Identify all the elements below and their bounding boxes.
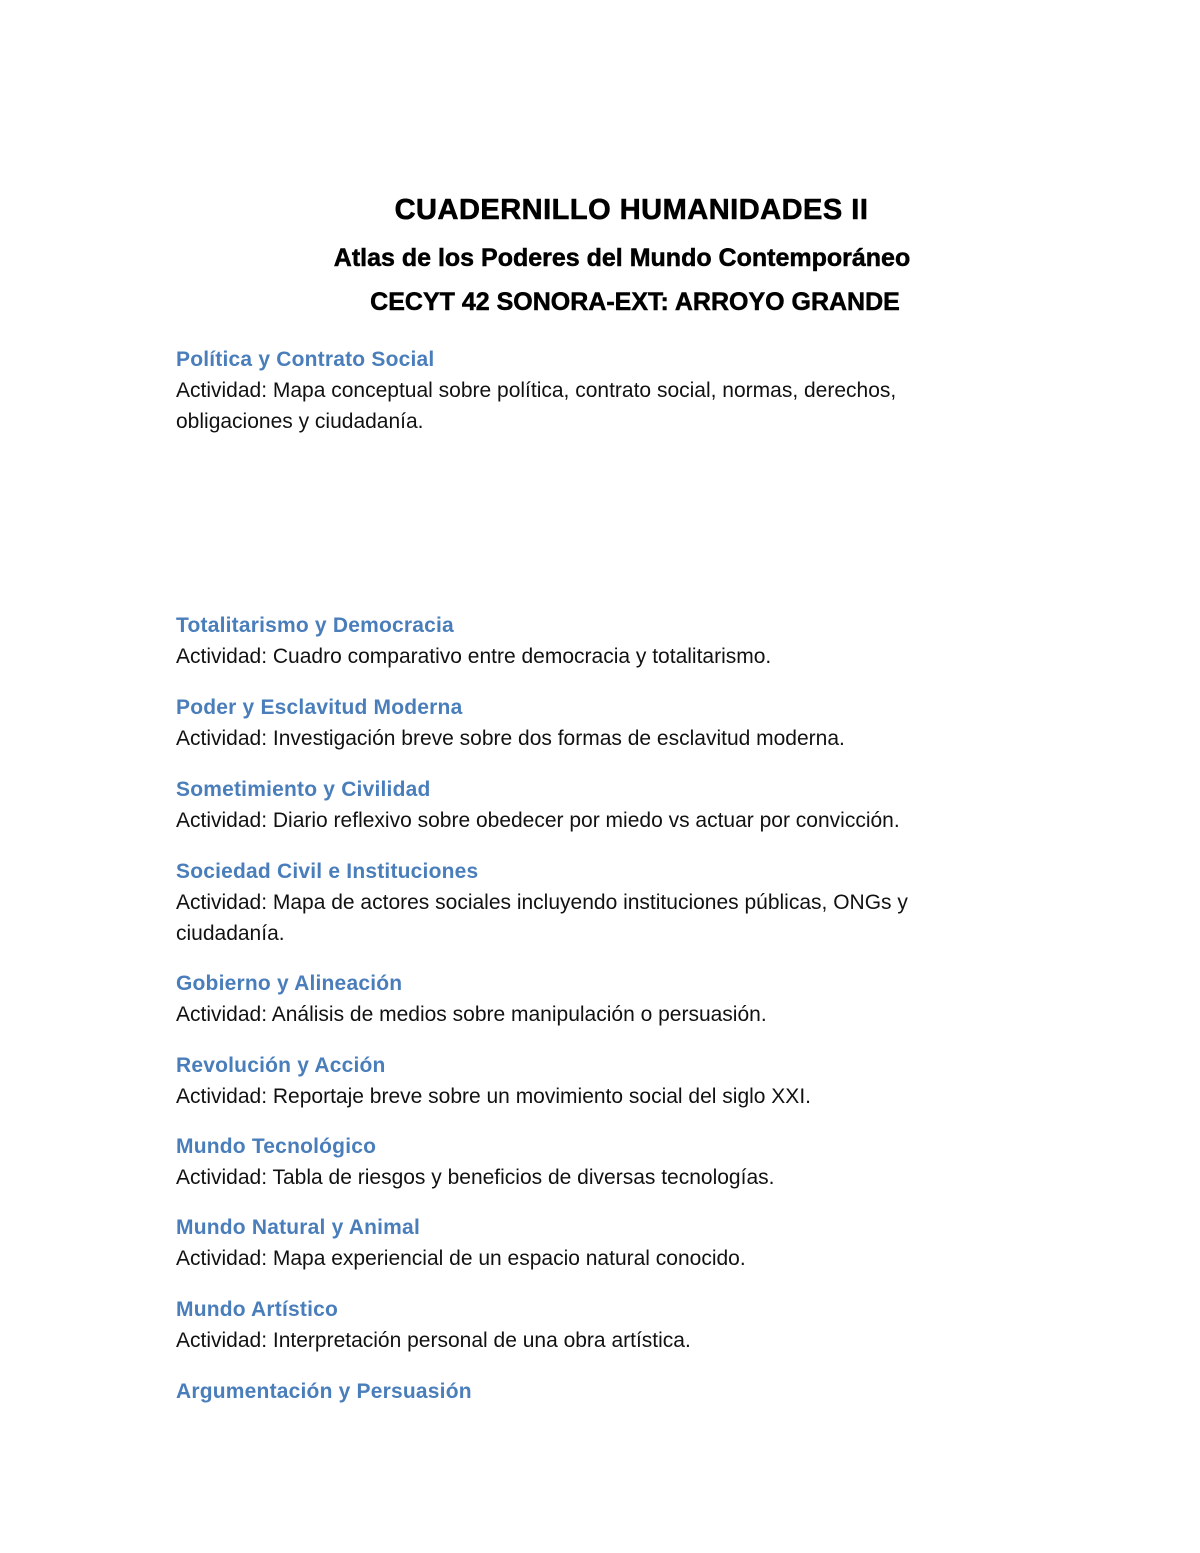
section-title: Gobierno y Alineación — [176, 972, 403, 995]
section-activity: Actividad: Tabla de riesgos y beneficios de diversas tecnologías. — [176, 1166, 775, 1189]
section-artistico — [176, 1294, 1016, 1356]
section-title: Revolución y Acción — [176, 1054, 386, 1077]
section-title: Argumentación y Persuasión — [176, 1380, 472, 1403]
section-totalitarismo — [176, 610, 1016, 672]
section-activity: Actividad: Investigación breve sobre dos formas de esclavitud moderna. — [176, 727, 845, 750]
section-title: Mundo Natural y Animal — [176, 1216, 420, 1239]
section-title: Sometimiento y Civilidad — [176, 778, 431, 801]
section-activity: Actividad: Mapa experiencial de un espacio natural conocido. — [176, 1247, 746, 1270]
section-title: Poder y Esclavitud Moderna — [176, 696, 463, 719]
school-name: CECYT 42 SONORA-EXT: ARROYO GRANDE — [370, 288, 900, 316]
section-title: Mundo Artístico — [176, 1298, 339, 1321]
section-esclavitud — [176, 692, 1016, 754]
section-activity: Actividad: Reportaje breve sobre un movimiento social del siglo XXI. — [176, 1085, 811, 1108]
section-sometimiento — [176, 774, 1016, 836]
document-title: CUADERNILLO HUMANIDADES II — [394, 194, 869, 226]
section-argumentacion — [176, 1376, 1016, 1407]
section-politica — [176, 344, 1016, 437]
section-title: Sociedad Civil e Instituciones — [176, 860, 479, 883]
section-activity: Actividad: Análisis de medios sobre manipulación o persuasión. — [176, 1003, 767, 1026]
section-activity: Actividad: Mapa conceptual sobre política, contrato social, normas, derechos, obligaciones y ciudadanía. — [176, 379, 897, 433]
section-title: Totalitarismo y Democracia — [176, 614, 454, 637]
section-revolucion — [176, 1050, 1016, 1112]
section-title: Política y Contrato Social — [176, 348, 435, 371]
document-subtitle: Atlas de los Poderes del Mundo Contemporáneo — [333, 244, 911, 272]
section-sociedad-civil — [176, 856, 1016, 949]
section-activity: Actividad: Cuadro comparativo entre democracia y totalitarismo. — [176, 645, 772, 668]
section-activity: Actividad: Interpretación personal de una obra artística. — [176, 1329, 691, 1352]
section-title: Mundo Tecnológico — [176, 1135, 377, 1158]
section-gobierno — [176, 968, 1016, 1030]
section-tecnologico — [176, 1131, 1016, 1193]
section-natural — [176, 1212, 1016, 1274]
section-activity: Actividad: Diario reflexivo sobre obedecer por miedo vs actuar por convicción. — [176, 809, 900, 832]
section-activity: Actividad: Mapa de actores sociales incluyendo instituciones públicas, ONGs y ciudadanía. — [176, 891, 908, 945]
